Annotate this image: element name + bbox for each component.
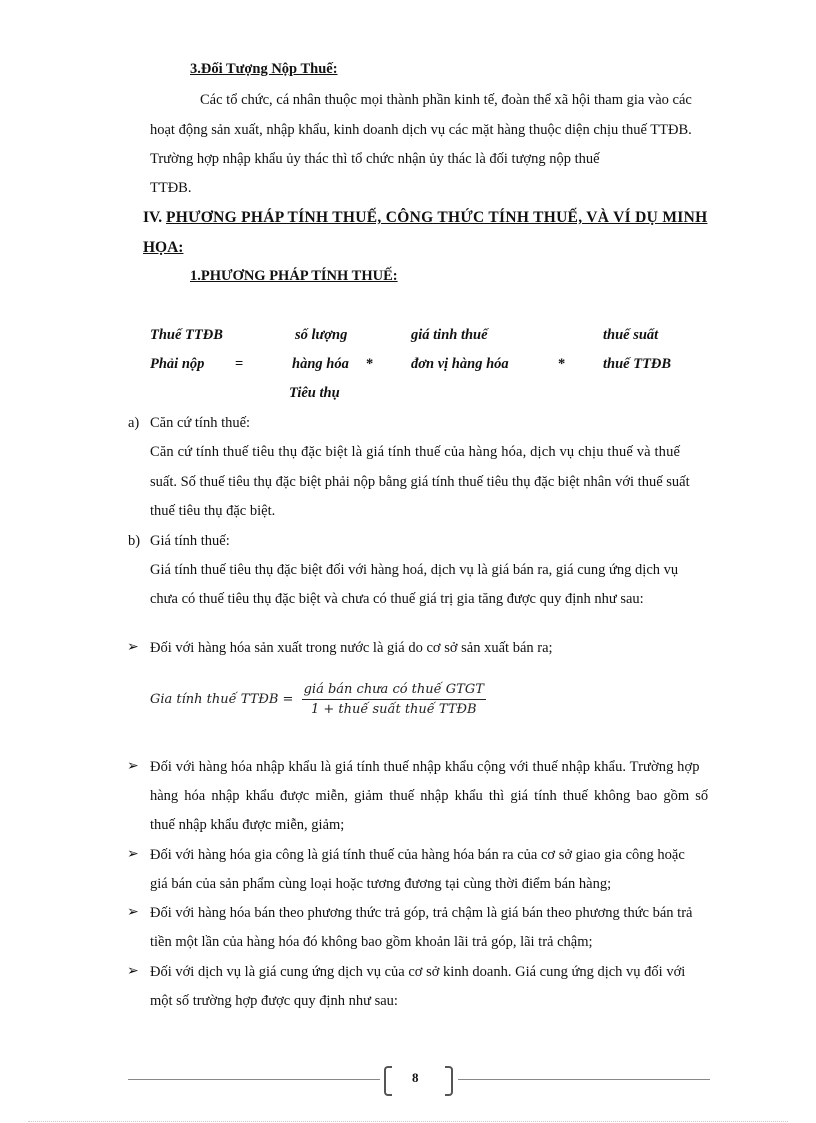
section-3-para-line-1: Các tổ chức, cá nhân thuộc mọi thành phần kinh tế, đoàn thể xã hội tham gia vào các: [200, 92, 692, 108]
bullet-5-line-1: Đối với dịch vụ là giá cung ứng dịch vụ của cơ sở kinh doanh. Giá cung ứng dịch vụ đối với: [150, 964, 686, 980]
footer-bracket-right: [445, 1066, 453, 1096]
price-formula-lhs: Gia tính thuế TTĐB =: [150, 692, 294, 707]
bullet-3-line-2: giá bán của sản phẩm cùng loại hoặc tương đương tại cùng thời điểm bán hàng;: [150, 876, 612, 892]
section-3-para-line-2: hoạt động sản xuất, nhập khẩu, kinh doanh dịch vụ các mặt hàng thuộc diện chịu thuế TTĐB.: [150, 122, 692, 138]
section-4-heading: [143, 209, 707, 227]
item-b-line-2: chưa có thuế tiêu thụ đặc biệt và chưa có thuế giá trị gia tăng được quy định như sau:: [150, 591, 644, 607]
page-bottom-dotted-edge: [28, 1121, 788, 1122]
formula-rate-ttdb-label: thuế TTĐB: [603, 356, 672, 372]
item-b-title: Giá tính thuế:: [150, 533, 230, 549]
bullet-arrow-icon: ➢: [127, 963, 139, 979]
bullet-4-line-1: Đối với hàng hóa bán theo phương thức trả góp, trả chậm là giá bán theo phương thức bán trả: [150, 905, 693, 921]
section-4-title-line-1: PHƯƠNG PHÁP TÍNH THUẾ, CÔNG THỨC TÍNH THUẾ, VÀ VÍ DỤ MINH: [165, 209, 708, 226]
bullet-5-line-2: một số trường hợp được quy định như sau:: [150, 993, 398, 1009]
bullet-1-text: Đối với hàng hóa sản xuất trong nước là giá do cơ sở sản xuất bán ra;: [150, 640, 553, 656]
section-3-heading: 3.Đối Tượng Nộp Thuế:: [190, 61, 338, 77]
section-3-para-line-3: Trường hợp nhập khẩu ủy thác thì tổ chức nhận ủy thác là đối tượng nộp thuế: [150, 151, 600, 167]
item-a-line-1: Căn cứ tính thuế tiêu thụ đặc biệt là giá tính thuế của hàng hóa, dịch vụ chịu thuế và thuế: [150, 444, 681, 460]
page-number: 8: [412, 1070, 419, 1085]
section-3-para-line-4: TTĐB.: [150, 180, 192, 196]
formula-rate-label: thuế suất: [603, 327, 659, 343]
price-formula-denominator: 1 + thuế suất thuế TTĐB: [310, 702, 477, 717]
formula-multiply-1: *: [366, 356, 374, 372]
item-a-marker: a): [128, 415, 140, 431]
formula-multiply-2: *: [558, 356, 566, 372]
formula-tax-label: Thuế TTĐB: [150, 327, 223, 343]
footer-bracket-left: [384, 1066, 392, 1096]
bullet-3-line-1: Đối với hàng hóa gia công là giá tính thuế của hàng hóa bán ra của cơ sở giao gia công hoặc: [150, 847, 685, 863]
price-formula: [150, 682, 486, 717]
footer-rule-right: [458, 1079, 710, 1080]
formula-price-label: giá tinh thuế: [411, 327, 488, 343]
formula-consumed-label: Tiêu thụ: [289, 385, 340, 401]
item-a-title: Căn cứ tính thuế:: [150, 415, 251, 431]
section-4-title-line-2: HỌA:: [143, 239, 184, 256]
bullet-4-line-2: tiền một lần của hàng hóa đó không bao gồm khoản lãi trả góp, lãi trả chậm;: [150, 934, 593, 950]
bullet-2-line-3: thuế nhập khẩu được miễn, giảm;: [150, 817, 345, 833]
item-a-line-2: suất. Số thuế tiêu thụ đặc biệt phải nộp bằng giá tính thuế tiêu thụ đặc biệt nhân với thuế suất: [150, 474, 690, 490]
formula-equals: =: [235, 356, 244, 372]
subsection-1-heading: 1.PHƯƠNG PHÁP TÍNH THUẾ:: [190, 268, 398, 284]
formula-unit-price-label: đơn vị hàng hóa: [411, 356, 509, 372]
bullet-arrow-icon: ➢: [127, 758, 139, 774]
bullet-arrow-icon: ➢: [127, 846, 139, 862]
item-a-line-3: thuế tiêu thụ đặc biệt.: [150, 503, 276, 519]
formula-quantity-label: số lượng: [295, 327, 348, 343]
item-b-marker: b): [128, 533, 141, 549]
price-formula-numerator: giá bán chưa có thuế GTGT: [302, 682, 486, 700]
formula-goods-label: hàng hóa: [292, 356, 349, 372]
bullet-2-line-1: Đối với hàng hóa nhập khẩu là giá tính thuế nhập khẩu cộng với thuế nhập khẩu. Trường hợp: [150, 759, 700, 775]
section-4-number: IV.: [143, 209, 163, 226]
price-formula-fraction: [302, 682, 486, 717]
formula-payable-label: Phải nộp: [150, 356, 205, 372]
bullet-arrow-icon: ➢: [127, 904, 139, 920]
footer-rule-left: [128, 1079, 380, 1080]
item-b-line-1: Giá tính thuế tiêu thụ đặc biệt đối với hàng hoá, dịch vụ là giá bán ra, giá cung ứng dịch vụ: [150, 562, 679, 578]
bullet-arrow-icon: ➢: [127, 639, 139, 655]
bullet-2-line-2: hàng hóa nhập khẩu được miễn, giảm thuế nhập khẩu thì giá tính thuế không bao gồm số: [150, 788, 709, 804]
